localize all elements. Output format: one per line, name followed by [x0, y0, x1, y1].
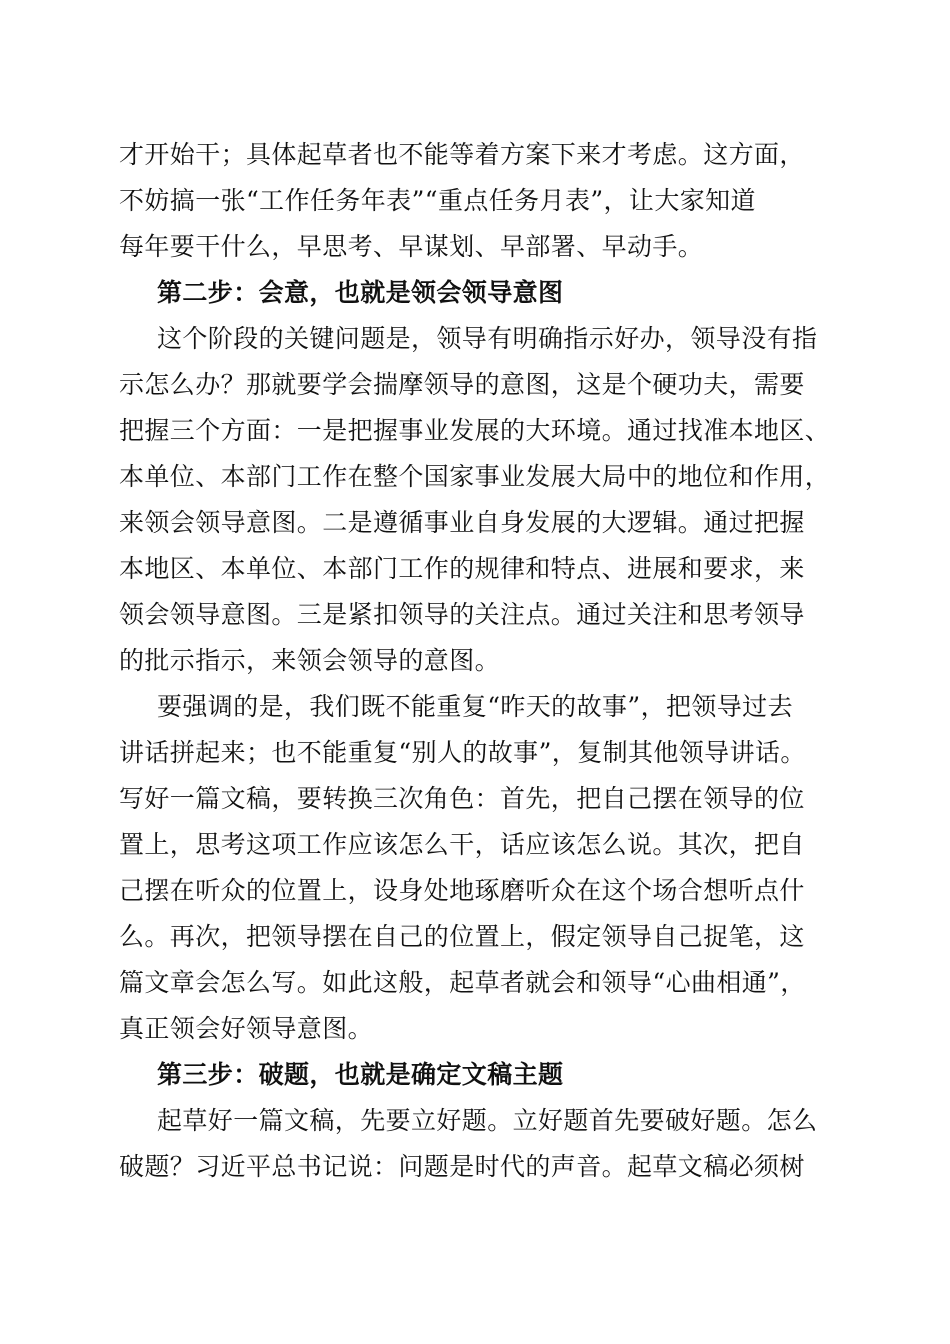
document-body	[119, 132, 831, 1190]
text-line: 的批示指示，来领会领导的意图。	[119, 646, 501, 675]
text-line: 不妨搞一张“工作任务年表”“重点任务月表”，让大家知道	[119, 186, 756, 215]
text-line: 这个阶段的关键问题是，领导有明确指示好办，领导没有指	[157, 324, 818, 353]
text-line: 要强调的是，我们既不能重复“昨天的故事”，把领导过去	[157, 692, 793, 721]
text-line: 起草好一篇文稿，先要立好题。立好题首先要破好题。怎么	[157, 1106, 818, 1135]
section-heading: 第三步：破题，也就是确定文稿主题	[157, 1060, 564, 1089]
text-line: 每年要干什么，早思考、早谋划、早部署、早动手。	[119, 232, 704, 261]
text-line: 写好一篇文稿，要转换三次角色：首先，把自己摆在领导的位	[119, 784, 805, 813]
text-line: 本单位、本部门工作在整个国家事业发展大局中的地位和作用，	[119, 462, 831, 491]
text-line: 破题？习近平总书记说：问题是时代的声音。起草文稿必须树	[119, 1152, 805, 1181]
text-line: 示怎么办？那就要学会揣摩领导的意图，这是个硬功夫，需要	[119, 370, 805, 399]
text-line: 来领会领导意图。二是遵循事业自身发展的大逻辑。通过把握	[119, 508, 805, 537]
text-line: 才开始干；具体起草者也不能等着方案下来才考虑。这方面，	[119, 140, 805, 169]
text-line: 领会领导意图。三是紧扣领导的关注点。通过关注和思考领导	[119, 600, 805, 629]
text-line: 己摆在听众的位置上，设身处地琢磨听众在这个场合想听点什	[119, 876, 805, 905]
text-line: 把握三个方面：一是把握事业发展的大环境。通过找准本地区、	[119, 416, 831, 445]
text-line: 篇文章会怎么写。如此这般，起草者就会和领导“心曲相通”，	[119, 968, 806, 997]
section-heading: 第二步：会意，也就是领会领导意图	[157, 278, 564, 307]
text-line: 真正领会好领导意图。	[119, 1014, 374, 1043]
text-line: 置上，思考这项工作应该怎么干，话应该怎么说。其次，把自	[119, 830, 805, 859]
text-line: 么。再次，把领导摆在自己的位置上，假定领导自己捉笔，这	[119, 922, 805, 951]
text-line: 讲话拼起来；也不能重复“别人的故事”，复制其他领导讲话。	[119, 738, 806, 767]
text-line: 本地区、本单位、本部门工作的规律和特点、进展和要求，来	[119, 554, 805, 583]
